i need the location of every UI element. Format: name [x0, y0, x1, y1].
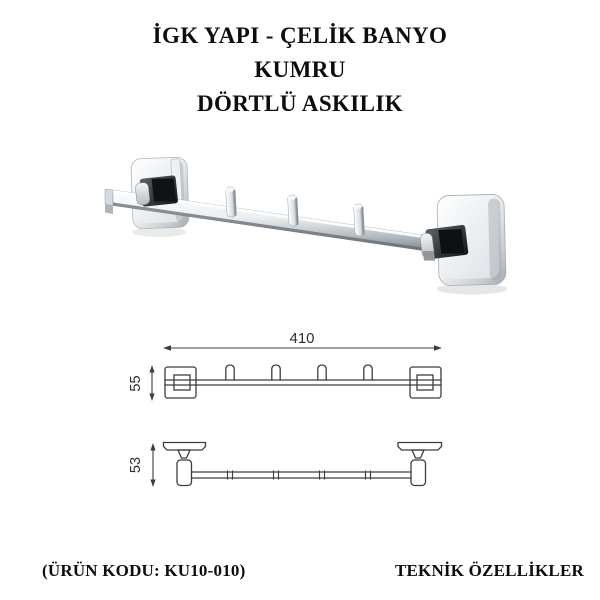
technical-drawing: [100, 320, 460, 505]
top-rail: [192, 472, 412, 478]
front-left-plate: [165, 367, 196, 398]
width-value-label: 410: [289, 330, 315, 347]
hook-3: [288, 195, 299, 226]
front-view: [128, 330, 442, 401]
hook-4: [354, 204, 365, 236]
front-rail: [165, 380, 441, 385]
top-left-mount: [164, 443, 206, 486]
left-clamp: [135, 175, 179, 207]
top-view: [128, 443, 442, 488]
product-title-line-3: DÖRTLÜ ASKILIK: [196, 91, 404, 116]
height-value-label: 55: [128, 375, 144, 392]
hook-2: [226, 187, 237, 217]
height-dimension: [149, 365, 154, 401]
front-right-plate: [410, 367, 441, 398]
product-photo: [95, 145, 515, 295]
depth-value-label: 53: [128, 456, 144, 474]
product-title-line-2: KUMRU: [254, 57, 346, 82]
product-code-label: (ÜRÜN KODU: KU10-010): [42, 561, 246, 580]
top-right-mount: [398, 443, 442, 486]
product-title: [0, 19, 600, 121]
product-title-line-1: İGK YAPI - ÇELİK BANYO: [152, 23, 448, 48]
technical-specs-label: TEKNİK ÖZELLİKLER: [394, 561, 584, 580]
depth-dimension: [150, 443, 155, 487]
front-hooks: [226, 365, 372, 380]
